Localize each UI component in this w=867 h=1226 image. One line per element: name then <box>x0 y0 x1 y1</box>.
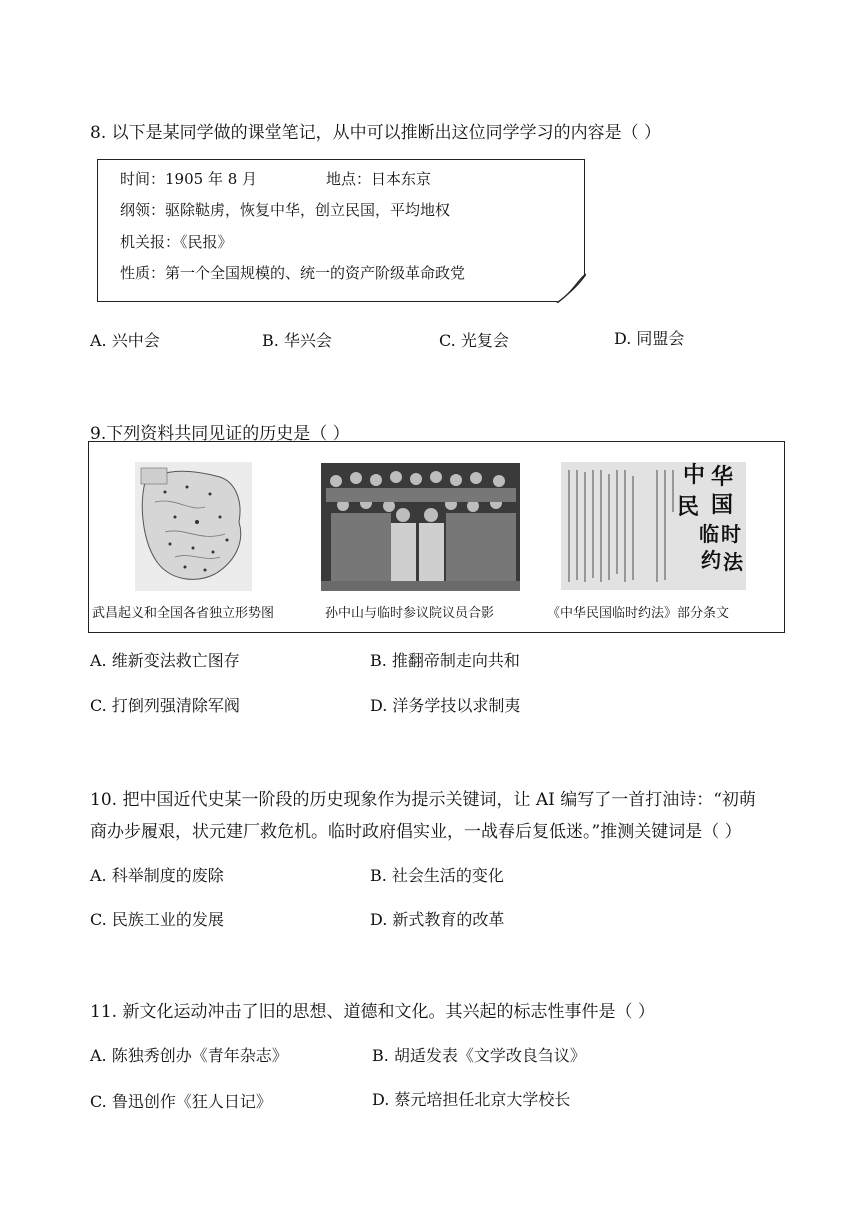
note-nature: 性质：第一个全国规模的、统一的资产阶级革命政党 <box>120 264 466 282</box>
q11-option-b[interactable]: B. 胡适发表《文学改良刍议》 <box>372 1046 586 1065</box>
q8-option-b[interactable]: B. 华兴会 <box>262 331 332 350</box>
doc-heading-char-5: 临 <box>699 522 719 546</box>
doc-heading-char-7: 约 <box>701 548 721 572</box>
q8-stem: 8. 以下是某同学做的课堂笔记，从中可以推断出这位同学学习的内容是（ ） <box>90 123 662 143</box>
page-curl-icon <box>556 273 586 303</box>
q9-option-d[interactable]: D. 洋务学技以求制夷 <box>370 696 521 715</box>
note-organ: 机关报：《民报》 <box>120 233 233 251</box>
q10-stem-line1: 10. 把中国近代史某一阶段的历史现象作为提示关键词，让 AI 编写了一首打油诗：“初萌 <box>90 790 756 810</box>
note-place: 地点：日本东京 <box>326 170 432 188</box>
caption-constitution: 《中华民国临时约法》部分条文 <box>547 606 730 621</box>
caption-map: 武昌起义和全国各省独立形势图 <box>92 606 275 621</box>
q11-option-a[interactable]: A. 陈独秀创办《青年杂志》 <box>90 1046 288 1065</box>
q11-stem: 11. 新文化运动冲击了旧的思想、道德和文化。其兴起的标志性事件是（ ） <box>90 1002 655 1022</box>
provisional-constitution-document-image <box>561 462 746 590</box>
doc-heading-char-1: 中 <box>683 462 706 488</box>
q10-option-c[interactable]: C. 民族工业的发展 <box>90 910 224 929</box>
wuchang-uprising-map-image <box>135 462 252 591</box>
doc-heading-char-3: 民 <box>677 494 700 520</box>
q10-option-a[interactable]: A. 科举制度的废除 <box>90 866 224 885</box>
doc-heading-char-6: 时 <box>721 522 741 546</box>
q10-stem-line2: 商办步履艰，状元建厂救危机。临时政府倡实业，一战春后复低迷。”推测关键词是（ ） <box>90 822 742 842</box>
q9-material-box <box>88 441 785 633</box>
q9-option-b[interactable]: B. 推翻帝制走向共和 <box>370 651 520 670</box>
note-program: 纲领：驱除鞑虏，恢复中华，创立民国，平均地权 <box>120 201 451 219</box>
doc-heading-char-2: 华 <box>711 464 734 490</box>
q9-stem: 9.下列资料共同见证的历史是（ ） <box>90 424 350 444</box>
q9-option-a[interactable]: A. 维新变法救亡图存 <box>90 651 240 670</box>
q9-option-c[interactable]: C. 打倒列强清除军阀 <box>90 696 240 715</box>
q11-option-c[interactable]: C. 鲁迅创作《狂人日记》 <box>90 1092 272 1111</box>
note-time: 时间：1905 年 8 月 <box>120 170 258 188</box>
q8-option-a[interactable]: A. 兴中会 <box>90 331 160 350</box>
q10-option-d[interactable]: D. 新式教育的改革 <box>370 910 505 929</box>
doc-heading-char-4: 国 <box>711 492 734 518</box>
q8-option-c[interactable]: C. 光复会 <box>439 331 509 350</box>
q10-option-b[interactable]: B. 社会生活的变化 <box>370 866 504 885</box>
q11-option-d[interactable]: D. 蔡元培担任北京大学校长 <box>372 1090 571 1109</box>
q8-note-card <box>97 159 585 302</box>
sun-yatsen-group-photo-image <box>321 463 520 591</box>
q8-option-d[interactable]: D. 同盟会 <box>614 329 685 348</box>
caption-group-photo: 孙中山与临时参议院议员合影 <box>325 606 495 621</box>
doc-heading-char-8: 法 <box>723 550 743 574</box>
